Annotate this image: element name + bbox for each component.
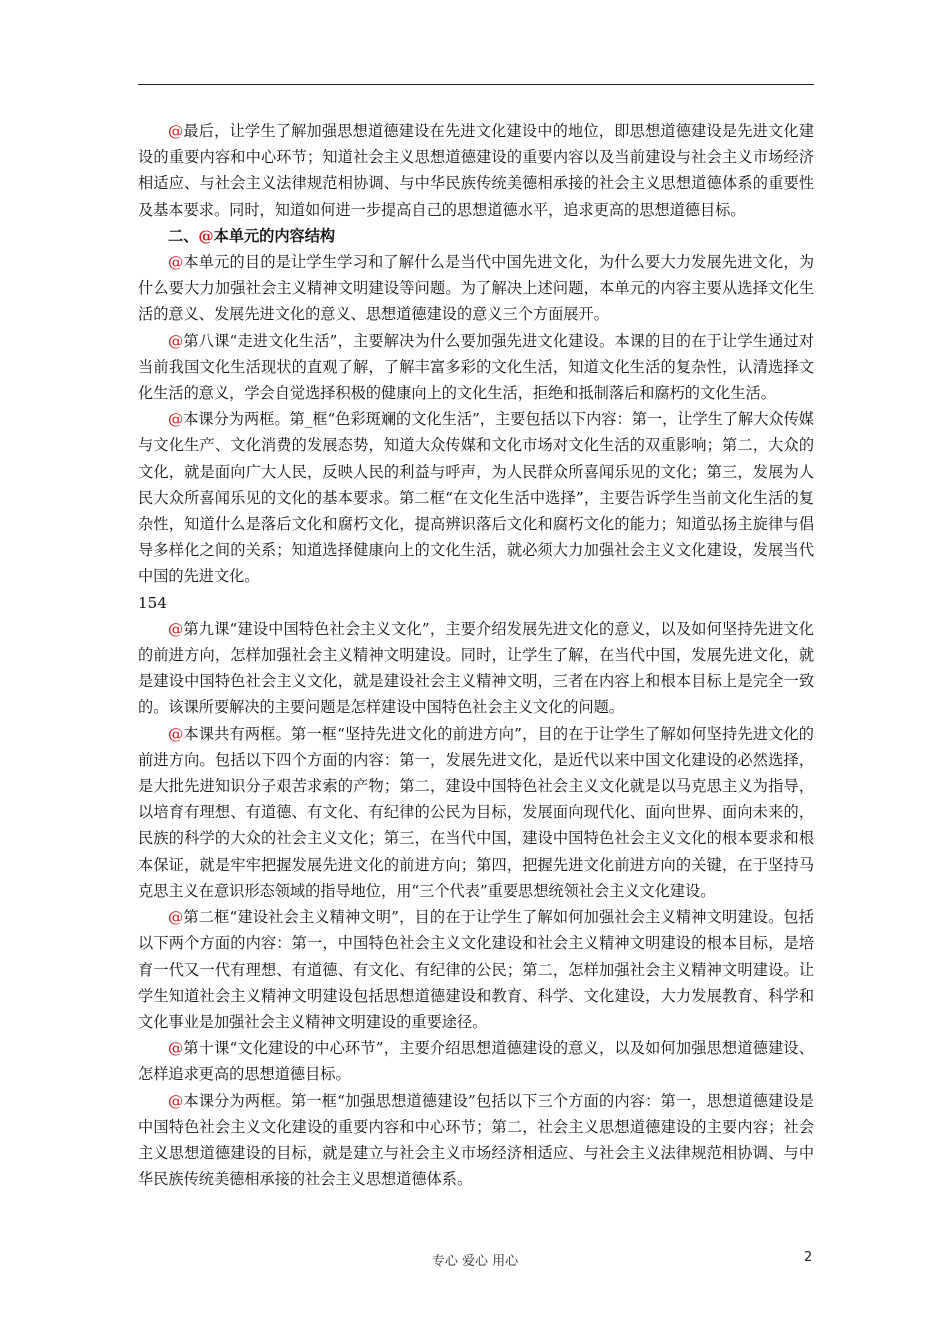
paragraph-text: 最后，让学生了解加强思想道德建设在先进文化建设中的地位，即思想道德建设是先进文化建设的重要内容和中心环节；知道社会主义思想道德建设的重要内容以及当前建设与社会主义市场经济相适应、与社会主义法律规范相协调、与中华民族传统美德相承接的社会主义思想道德体系的重要性及基本要求。同时，知道如何进一步提高自己的思想道德水平，追求更高的思想道德目标。 — [138, 122, 814, 219]
paragraph-text: 本课分为两框。第一框“加强思想道德建设”包括以下三个方面的内容：第一，思想道德建设是中国特色社会主义文化建设的重要内容和中心环节；第二，社会主义思想道德建设的主要内容；社会主义思想道德建设的目标，就是建立与社会主义市场经济相适应、与社会主义法律规范相协调、与中华民族传统美德相承接的社会主义思想道德体系。 — [138, 1091, 814, 1189]
paragraph-text: 本课共有两框。第一框“坚持先进文化的前进方向”，目的在于让学生了解如何坚持先进文化的前进方向。包括以下四个方面的内容：第一，发展先进文化，是近代以来中国文化建设的必然选择，是大批先进知识分子艰苦求索的产物；第二，建设中国特色社会主义文化就是以马克思主义为指导，以培育有理想、有道德、有文化、有纪律的公民为目标，发展面向现代化、面向世界、面向未来的，民族的科学的大众的社会主义文化；第三，在当代中国，建设中国特色社会主义文化的根本要求和根本保证，就是牢牢把握发展先进文化的前进方向；第四，把握先进文化前进方向的关键，在于坚持马克思主义在意识形态领域的指导地位，用“三个代表”重要思想统领社会主义文化建设。 — [138, 724, 814, 900]
paragraph-text: 第九课“建设中国特色社会主义文化”，主要介绍发展先进文化的意义，以及如何坚持先进文化的前进方向，怎样加强社会主义精神文明建设。同时，让学生了解，在当代中国，发展先进文化，就是建设中国特色社会主义文化，就是建设社会主义精神文明，三者在内容上和根本目标上是完全一致的。该课所要解决的主要问题是怎样建设中国特色社会主义文化的问题。 — [138, 619, 814, 717]
at-mark: @ — [198, 226, 214, 245]
paragraph-text: 第二框“建设社会主义精神文明”，目的在于让学生了解如何加强社会主义精神文明建设。包括以下两个方面的内容：第一，中国特色社会主义文化建设和社会主义精神文明建设的根本目标，是培育一代又一代有理想、有道德、有文化、有纪律的公民；第二，怎样加强社会主义精神文明建设。让学生知道社会主义精神文明建设包括思想道德建设和教育、科学、文化建设，大力发展教育、科学和文化事业是加强社会主义精神文明建设的重要途径。 — [138, 908, 814, 1031]
paragraph-text: 第八课“走进文化生活”，主要解决为什么要加强先进文化建设。本课的目的在于让学生通过对当前我国文化生活现状的直观了解，了解丰富多彩的文化生活，知道文化生活的复杂性，认清选择文化生活的意义，学会自觉选择积极的健康向上的文化生活，拒绝和抵制落后和腐朽的文化生活。 — [138, 331, 814, 403]
at-mark: @ — [168, 253, 184, 272]
paragraph — [138, 328, 814, 407]
at-mark: @ — [168, 1039, 184, 1058]
paragraph — [138, 118, 814, 223]
paragraph-text: 本课分为两框。第_框“色彩斑斓的文化生活”，主要包括以下内容：第一，让学生了解大众传媒与文化生产、文化消费的发展态势，知道大众传媒和文化市场对文化生活的双重影响；第二，大众的文化，就是面向广大人民，反映人民的利益与呼声，为人民群众所喜闻乐见的文化；第三，发展为人民大众所喜闻乐见的文化的基本要求。第二框“在文化生活中选择”，主要告诉学生当前文化生活的复杂性，知道什么是落后文化和腐朽文化，提高辨识落后文化和腐朽文化的能力；知道弘扬主旋律与倡导多样化之间的关系；知道选择健康向上的文化生活，就必须大力加强社会主义文化建设，发展当代中国的先进文化。 — [138, 410, 814, 586]
paragraph-text: 第十课“文化建设的中心环节”，主要介绍思想道德建设的意义，以及如何加强思想道德建设、怎样追求更高的思想道德目标。 — [138, 1039, 814, 1084]
at-mark: @ — [168, 1091, 184, 1110]
at-mark: @ — [168, 619, 184, 638]
paragraph-text: 本单元的目的是让学生学习和了解什么是当代中国先进文化，为什么要大力发展先进文化，为什么要大力加强社会主义精神文明建设等问题。为了解决上述问题，本单元的内容主要从选择文化生活的意义、发展先进文化的意义、思想道德建设的意义三个方面展开。 — [138, 253, 814, 324]
document-body — [138, 118, 814, 1192]
at-mark: @ — [168, 331, 184, 350]
paragraph — [138, 406, 814, 589]
paragraph-text: 本单元的内容结构 — [213, 226, 336, 245]
at-mark: @ — [168, 908, 184, 927]
paragraph — [138, 249, 814, 328]
footer-page-number: 2 — [804, 1250, 813, 1265]
paragraph — [138, 721, 814, 904]
at-mark: @ — [168, 122, 184, 140]
at-mark: @ — [168, 724, 184, 743]
at-mark: @ — [168, 410, 184, 429]
paragraph — [138, 904, 814, 1035]
header-rule — [138, 84, 814, 85]
paragraph — [138, 1035, 814, 1087]
footer-slogan: 专心 爱心 用心 — [431, 1254, 519, 1269]
paragraph — [138, 616, 814, 721]
heading-prefix: 二、 — [168, 226, 199, 245]
section-heading — [138, 223, 814, 249]
paragraph — [138, 1088, 814, 1193]
page-marker: 154 — [138, 593, 167, 612]
